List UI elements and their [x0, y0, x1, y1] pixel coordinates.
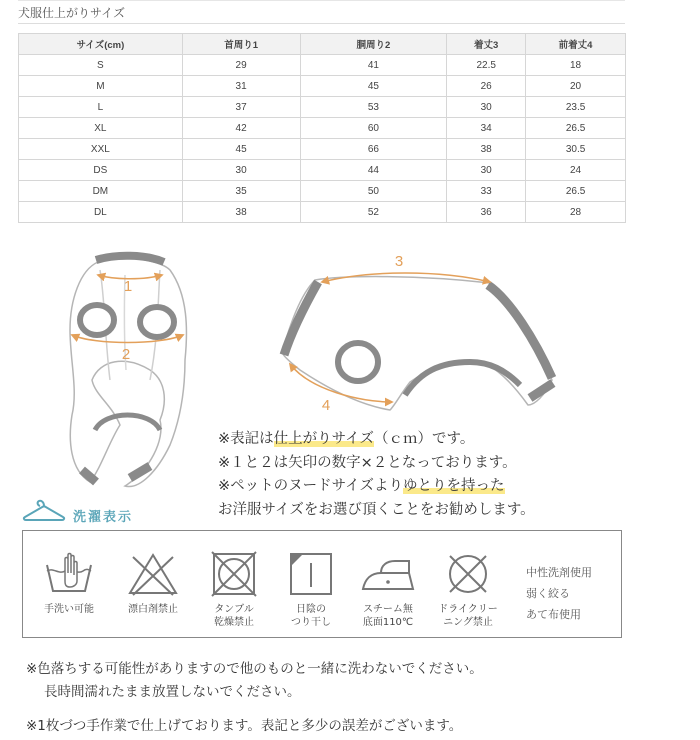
note-text: ※表記は — [218, 431, 274, 447]
top-divider — [18, 0, 625, 1]
table-cell: S — [19, 55, 183, 76]
care-advice-line: 中性洗剤使用 — [526, 566, 592, 579]
hanger-icon — [22, 497, 66, 523]
care-label: タンブル — [214, 604, 254, 615]
iron-icon — [359, 551, 417, 597]
measure-label-4: 4 — [321, 397, 331, 414]
care-label: ニング禁止 — [443, 617, 493, 628]
measure-label-2: 2 — [121, 346, 131, 363]
side-view-garment — [282, 277, 552, 410]
column-header: 前着丈4 — [526, 34, 626, 55]
note-line-4: お洋服サイズをお選び頂くことをお勧めします。 — [218, 501, 535, 518]
note-line-1 — [218, 428, 535, 452]
care-label: 乾燥禁止 — [214, 617, 254, 628]
no-tumble-dry-icon — [208, 551, 260, 597]
table-cell: L — [19, 97, 183, 118]
wash-heading: 洗濯表示 — [73, 510, 134, 525]
care-advice-line: あて布使用 — [526, 608, 581, 621]
front-right-leg-opening — [140, 307, 174, 337]
care-item-hand-wash — [39, 551, 99, 616]
table-cell: 53 — [300, 97, 447, 118]
care-label: 底面110℃ — [362, 617, 414, 628]
care-advice — [526, 562, 592, 625]
table-cell: M — [19, 76, 183, 97]
footer-note-2: 長時間濡れたまま放置しないでください。 — [44, 684, 301, 700]
care-advice-line: 弱く絞る — [526, 587, 570, 600]
table-cell: 38 — [182, 202, 300, 223]
table-cell: DM — [19, 181, 183, 202]
front-left-leg-opening — [80, 305, 114, 335]
table-cell: 30 — [447, 97, 526, 118]
page-title: 犬服仕上がりサイズ — [18, 6, 126, 20]
table-cell: 31 — [182, 76, 300, 97]
side-leg-opening — [338, 343, 378, 381]
table-cell: 28 — [526, 202, 626, 223]
table-cell: 45 — [300, 76, 447, 97]
measure-label-3: 3 — [394, 253, 404, 270]
note-text: （ｃｍ）です。 — [374, 431, 475, 447]
table-cell: 41 — [300, 55, 447, 76]
no-dry-clean-icon — [442, 551, 494, 597]
size-table — [18, 33, 626, 223]
table-cell: 30.5 — [526, 139, 626, 160]
table-row — [19, 55, 626, 76]
table-row — [19, 118, 626, 139]
table-cell: 38 — [447, 139, 526, 160]
care-instructions-box — [22, 530, 622, 638]
table-cell: 23.5 — [526, 97, 626, 118]
care-label: つり干し — [291, 617, 331, 628]
care-label: 漂白剤禁止 — [128, 604, 178, 615]
table-cell: 18 — [526, 55, 626, 76]
table-cell: 26 — [447, 76, 526, 97]
table-cell: 45 — [182, 139, 300, 160]
table-row — [19, 160, 626, 181]
measure-label-1: 1 — [123, 278, 133, 295]
title-divider — [18, 23, 625, 24]
care-label: ドライクリー — [438, 604, 498, 615]
footer-note-3: ※1枚づつ手作業で仕上げております。表記と多少の誤差がございます。 — [26, 718, 463, 734]
table-row — [19, 139, 626, 160]
care-item-no-bleach — [120, 551, 186, 616]
care-label: 日陰の — [296, 604, 326, 615]
table-cell: XL — [19, 118, 183, 139]
care-item-line-dry — [279, 551, 343, 629]
table-cell: DS — [19, 160, 183, 181]
table-cell: 66 — [300, 139, 447, 160]
note-line-2: ※１と２は矢印の数字×２となっております。 — [218, 454, 517, 471]
highlighted-text: ゆとりを持った — [403, 478, 505, 494]
table-row — [19, 202, 626, 223]
table-cell: DL — [19, 202, 183, 223]
care-label: スチーム無 — [363, 604, 413, 615]
table-cell: 26.5 — [526, 181, 626, 202]
table-cell: 26.5 — [526, 118, 626, 139]
table-cell: 29 — [182, 55, 300, 76]
table-cell: 52 — [300, 202, 447, 223]
size-notes — [218, 428, 535, 522]
footer-note-1: ※色落ちする可能性がありますので他のものと一緒に洗わないでください。 — [26, 661, 483, 677]
table-cell: 20 — [526, 76, 626, 97]
highlighted-text: 仕上がりサイズ — [273, 431, 374, 447]
table-row — [19, 181, 626, 202]
table-cell: 36 — [447, 202, 526, 223]
table-cell: 44 — [300, 160, 447, 181]
table-cell: 37 — [182, 97, 300, 118]
table-cell: 50 — [300, 181, 447, 202]
care-item-no-dry-clean — [433, 551, 503, 629]
table-cell: 42 — [182, 118, 300, 139]
table-cell: XXL — [19, 139, 183, 160]
table-cell: 35 — [182, 181, 300, 202]
column-header: 着丈3 — [447, 34, 526, 55]
table-row — [19, 76, 626, 97]
table-cell: 22.5 — [447, 55, 526, 76]
table-cell: 60 — [300, 118, 447, 139]
column-header: サイズ(cm) — [19, 34, 183, 55]
line-dry-shade-icon — [285, 551, 337, 597]
care-item-no-tumble-dry — [203, 551, 265, 629]
column-header: 胴周り2 — [300, 34, 447, 55]
note-line-3 — [218, 475, 535, 499]
care-item-iron — [355, 551, 421, 629]
table-row — [19, 97, 626, 118]
table-cell: 33 — [447, 181, 526, 202]
table-cell: 30 — [447, 160, 526, 181]
column-header: 首周り1 — [182, 34, 300, 55]
note-text: ※ペットのヌードサイズより — [218, 478, 403, 494]
table-header-row — [19, 34, 626, 55]
no-bleach-icon — [127, 551, 179, 597]
care-label: 手洗い可能 — [44, 604, 94, 615]
table-cell: 30 — [182, 160, 300, 181]
table-cell: 24 — [526, 160, 626, 181]
table-cell: 34 — [447, 118, 526, 139]
hand-wash-icon — [43, 551, 95, 597]
